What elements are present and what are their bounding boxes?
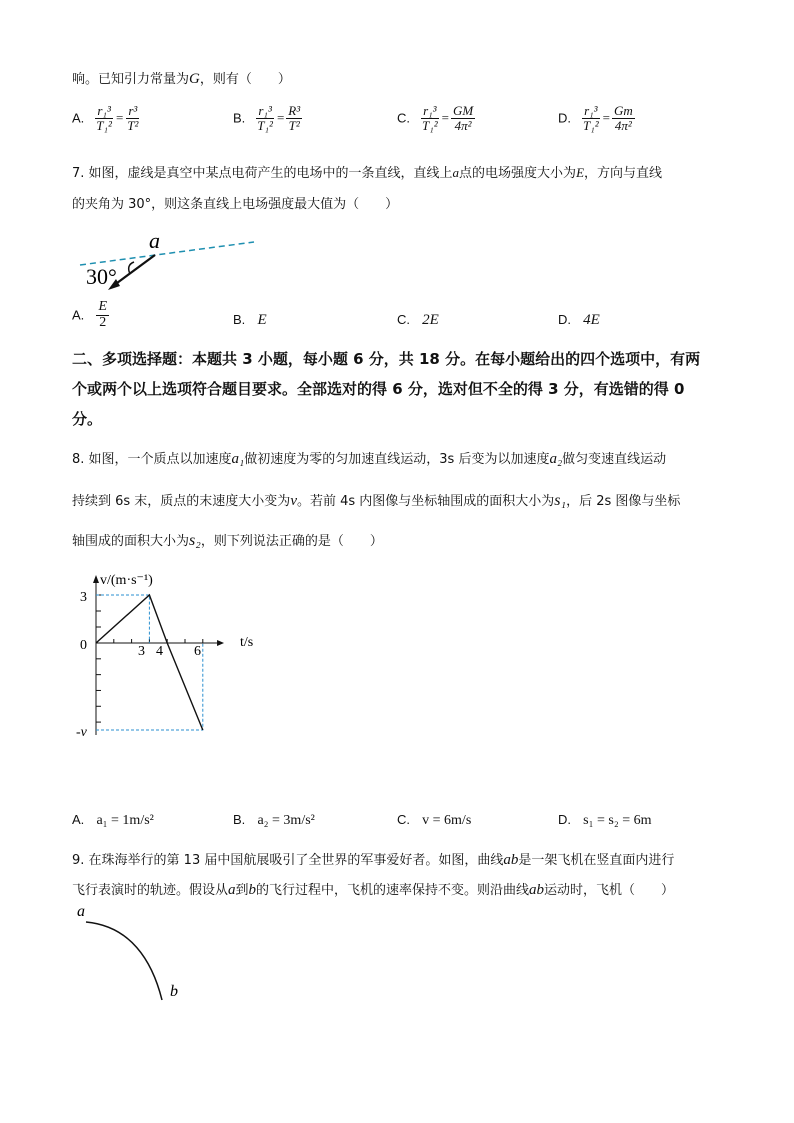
q7-angle-label: 30° bbox=[86, 264, 117, 289]
section2-line1: 二、多项选择题：本题共 3 小题，每小题 6 分，共 18 分。在每小题给出的四个选项中，有两 bbox=[72, 350, 701, 368]
chart-ytick-3: 3 bbox=[80, 590, 87, 605]
chart-xtick-6: 6 bbox=[194, 644, 201, 659]
q6-G: G bbox=[189, 71, 200, 87]
q7-opt-b-value: E bbox=[257, 312, 267, 328]
chart-xlabel: t/s bbox=[240, 635, 254, 650]
q6-opt-lhs bbox=[255, 104, 275, 132]
q7-option-d[interactable] bbox=[558, 312, 600, 329]
q9-line1 bbox=[72, 849, 674, 869]
q6-opt-rhs bbox=[451, 104, 475, 132]
q7-point-a: a bbox=[149, 228, 160, 253]
q9-line2 bbox=[72, 879, 674, 899]
vt-series-line bbox=[96, 595, 203, 730]
q7-opt-a-den: 2 bbox=[99, 314, 107, 330]
q7-figure bbox=[70, 228, 270, 298]
q6-opt-lhs-den: T₁² bbox=[96, 117, 112, 133]
q6-opt-rhs bbox=[125, 104, 140, 132]
q6-opt-rhs-num: R³ bbox=[288, 103, 301, 118]
q8-text-2b: 。若前 4s 内图像与坐标轴围成的面积大小为 bbox=[296, 494, 555, 509]
q6-opt-rhs bbox=[286, 104, 302, 132]
guide-end bbox=[96, 643, 203, 730]
q8-option-a[interactable] bbox=[72, 812, 154, 829]
q8-text-2c: ，后 2s 图像与坐标 bbox=[566, 494, 681, 509]
q6-opt-rhs-den: 4π² bbox=[454, 117, 472, 133]
q9-text-2b: 到 bbox=[235, 883, 249, 898]
q9-text-2a: 飞行表演时的轨迹。假设从 bbox=[72, 883, 229, 898]
q7-opt-d-value: 4E bbox=[583, 312, 600, 328]
q7-opt-c-value: 2E bbox=[422, 312, 439, 328]
q8-a2: a₂ bbox=[549, 451, 563, 467]
q7-opt-a-frac bbox=[96, 300, 109, 330]
q6-opt-lhs bbox=[581, 104, 601, 132]
q9-figure bbox=[70, 898, 200, 1008]
q6-opt-lhs-den: T₁² bbox=[257, 117, 273, 133]
q7-opt-d-label: D. bbox=[558, 312, 571, 327]
q6-option-d[interactable] bbox=[558, 104, 635, 132]
q9-point-a: a bbox=[77, 903, 85, 920]
q7-opt-b-label: B. bbox=[233, 312, 246, 327]
q9-text-1a: 9. 在珠海举行的第 13 届中国航展吸引了全世界的军事爱好者。如图，曲线 bbox=[72, 853, 504, 868]
q8-s1: s₁ bbox=[554, 492, 567, 509]
q8-vt-chart bbox=[70, 565, 270, 745]
q6-opt-rhs-num: r³ bbox=[128, 103, 138, 118]
chart-ytick-0: 0 bbox=[80, 638, 87, 653]
q6-opt-lhs-num: r₁³ bbox=[584, 103, 598, 118]
q8-opt-c-label: C. bbox=[397, 812, 410, 827]
chart-ytick-neg-v: -v bbox=[76, 725, 87, 740]
section2-line2: 个或两个以上选项符合题目要求。全部选对的得 6 分，选对但不全的得 3 分，有选错的得 0 bbox=[72, 380, 685, 398]
q9-text-2c: 的飞行过程中，飞机的速率保持不变。则沿曲线 bbox=[256, 883, 530, 898]
q9-text-1b: 是一架飞机在竖直面内进行 bbox=[518, 853, 675, 868]
q8-text-2a: 持续到 6s 末，质点的末速度大小变为 bbox=[72, 494, 291, 509]
q9-text-2d: 运动时，飞机（ ） bbox=[544, 883, 675, 898]
q8-option-d[interactable] bbox=[558, 812, 651, 829]
q7-opt-c-label: C. bbox=[397, 312, 410, 327]
q8-text-1c: 做匀变速直线运动 bbox=[562, 452, 667, 467]
q6-opt-lhs-num: r₁³ bbox=[423, 103, 437, 118]
q7-option-c[interactable] bbox=[397, 312, 439, 329]
chart-ylabel: v/(m·s⁻¹) bbox=[100, 573, 153, 588]
q9-b: b bbox=[248, 882, 257, 898]
q6-opt-rhs-num: GM bbox=[453, 103, 474, 118]
q9-point-b: b bbox=[170, 983, 178, 1000]
q6-opt-eq: = bbox=[441, 110, 449, 126]
q7-opt-a-label: A. bbox=[72, 307, 85, 323]
q6-opt-eq: = bbox=[602, 110, 610, 126]
chart-xtick-3: 3 bbox=[138, 644, 145, 659]
q7-E: E bbox=[576, 165, 585, 180]
q6-option-b[interactable] bbox=[233, 104, 302, 132]
q7-a: a bbox=[452, 165, 460, 180]
chart-xtick-4: 4 bbox=[156, 644, 163, 659]
q8-text-3a: 轴围成的面积大小为 bbox=[72, 534, 190, 549]
q6-opt-eq: = bbox=[276, 110, 285, 126]
q6-opt-rhs-num: Gm bbox=[614, 103, 633, 118]
section2-line3: 分。 bbox=[72, 410, 103, 428]
q6-opt-lhs bbox=[94, 104, 114, 132]
q8-line3 bbox=[72, 530, 383, 550]
q8-opt-c-value: v = 6m/s bbox=[422, 813, 472, 828]
q7-line2: 的夹角为 30°，则这条直线上电场强度最大值为（ ） bbox=[72, 197, 399, 212]
q7-field-line bbox=[80, 242, 254, 265]
q6-opt-rhs bbox=[612, 104, 635, 132]
q7-option-b[interactable] bbox=[233, 312, 267, 329]
q8-opt-d-label: D. bbox=[558, 812, 571, 827]
q8-opt-a-value: a₁ = 1m/s² bbox=[96, 813, 154, 828]
q7-opt-a-num: E bbox=[98, 299, 107, 314]
q8-text-1a: 8. 如图，一个质点以加速度 bbox=[72, 452, 232, 467]
q6-opt-rhs-den: 4π² bbox=[614, 117, 632, 133]
q8-text-1b: 做初速度为零的匀加速直线运动，3s 后变为以加速度 bbox=[244, 452, 550, 467]
q7-text-c: ，方向与直线 bbox=[584, 166, 663, 181]
q6-option-a[interactable] bbox=[72, 104, 140, 132]
q8-opt-b-label: B. bbox=[233, 812, 246, 827]
q8-opt-b-value: a₂ = 3m/s² bbox=[257, 813, 315, 828]
q6-opt-lhs bbox=[420, 104, 440, 132]
q6-opt-rhs-den: T² bbox=[288, 117, 300, 133]
q6-opt-label: A. bbox=[72, 110, 85, 126]
q6-opt-lhs-num: r₁³ bbox=[258, 103, 272, 118]
x-axis-arrow bbox=[217, 640, 224, 646]
q6-opt-label: C. bbox=[397, 110, 410, 126]
q9-ab: ab bbox=[503, 852, 519, 868]
q8-line2 bbox=[72, 490, 680, 510]
q9-a: a bbox=[228, 882, 236, 898]
q9-ab2: ab bbox=[529, 882, 545, 898]
q6-opt-label: B. bbox=[233, 110, 246, 126]
q6-text: 响。已知引力常量为 bbox=[72, 72, 190, 87]
q6-text2: ，则有（ ） bbox=[199, 72, 291, 87]
q8-s2: s₂ bbox=[189, 532, 201, 549]
q7-line1 bbox=[72, 162, 662, 181]
q6-opt-eq: = bbox=[115, 110, 124, 126]
q7-field-arrow bbox=[113, 255, 155, 286]
q8-v: v bbox=[290, 493, 297, 509]
q9-trajectory bbox=[86, 922, 162, 1000]
y-axis-arrow bbox=[93, 575, 99, 583]
q6-opt-lhs-num: r₁³ bbox=[97, 103, 111, 118]
q6-opt-label: D. bbox=[558, 110, 571, 126]
q7-option-a[interactable] bbox=[72, 300, 109, 330]
q6-option-c[interactable] bbox=[397, 104, 475, 132]
q8-a1: a₁ bbox=[231, 451, 245, 467]
q8-opt-a-label: A. bbox=[72, 812, 85, 827]
q8-opt-d-value: s₁ = s₂ = 6m bbox=[583, 813, 652, 828]
q7-text-a: 7. 如图，虚线是真空中某点电荷产生的电场中的一条直线，直线上 bbox=[72, 166, 453, 181]
q8-option-b[interactable] bbox=[233, 812, 315, 829]
q6-stem bbox=[72, 68, 291, 88]
q6-opt-lhs-den: T₁² bbox=[422, 117, 438, 133]
q6-opt-lhs-den: T₁² bbox=[583, 117, 599, 133]
q8-line1 bbox=[72, 448, 666, 468]
q8-text-3b: ，则下列说法正确的是（ ） bbox=[200, 534, 383, 549]
q6-opt-rhs-den: T² bbox=[127, 117, 139, 133]
q7-text-b: 点的电场强度大小为 bbox=[459, 166, 577, 181]
q8-option-c[interactable] bbox=[397, 812, 471, 829]
